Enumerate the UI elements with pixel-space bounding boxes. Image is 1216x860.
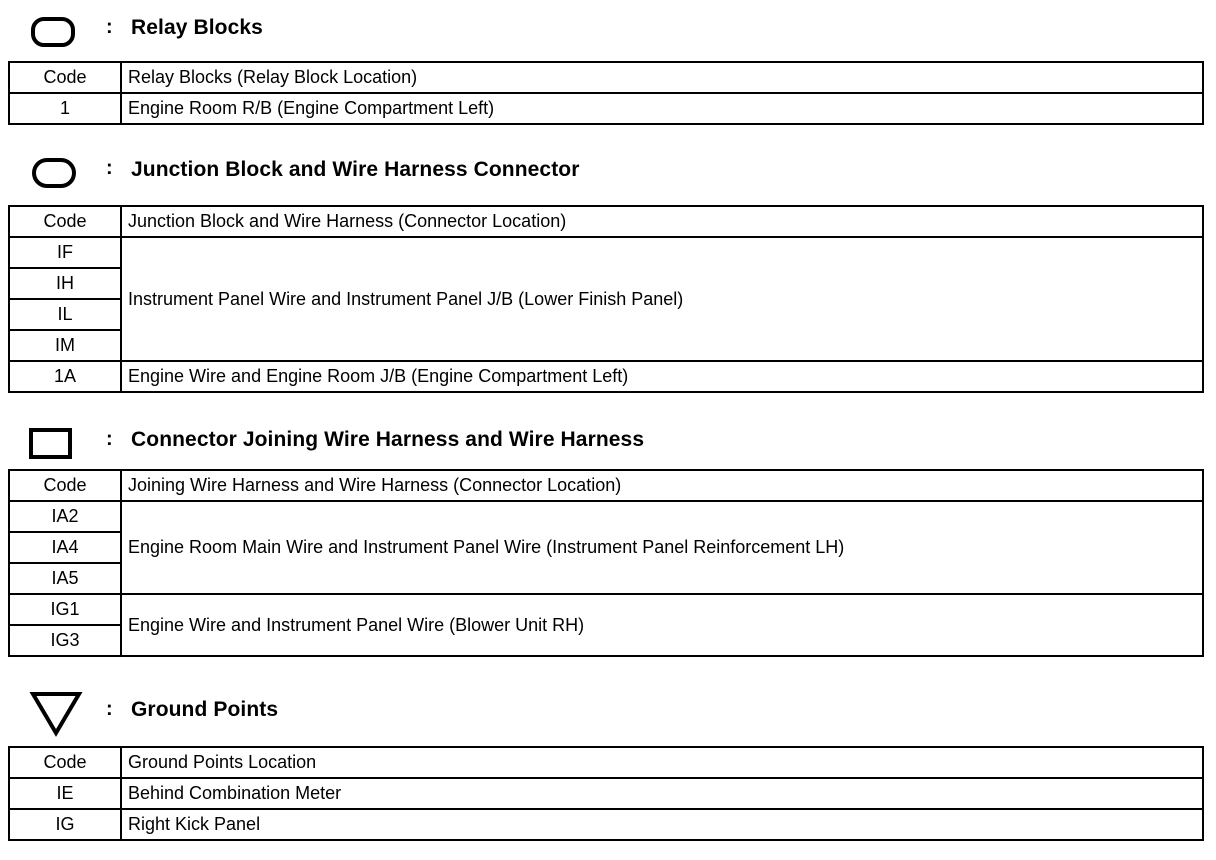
code-cell: IF: [9, 237, 121, 268]
code-cell: IA5: [9, 563, 121, 594]
section-colon: :: [106, 157, 113, 179]
code-cell: IA2: [9, 501, 121, 532]
section-colon: :: [106, 698, 113, 720]
table-header-row: [9, 470, 1203, 501]
square-icon: [28, 427, 74, 461]
code-cell: IL: [9, 299, 121, 330]
location-cell: Engine Room R/B (Engine Compartment Left): [121, 93, 1203, 124]
ground-points-table: [8, 746, 1204, 841]
header-code: Code: [9, 62, 121, 93]
junction-block-table: [8, 205, 1204, 393]
code-cell: IG1: [9, 594, 121, 625]
section-colon: :: [106, 16, 113, 38]
code-cell: IM: [9, 330, 121, 361]
table-row: [9, 778, 1203, 809]
table-row: [9, 237, 1203, 268]
code-cell: IH: [9, 268, 121, 299]
header-code: Code: [9, 470, 121, 501]
relay-blocks-table: [8, 61, 1204, 125]
location-cell: Engine Room Main Wire and Instrument Panel Wire (Instrument Panel Reinforcement LH): [121, 501, 1203, 594]
location-cell: Right Kick Panel: [121, 809, 1203, 840]
section-title-ground-points: Ground Points: [131, 698, 279, 721]
table-row: [9, 361, 1203, 392]
section-title-connector-joining: Connector Joining Wire Harness and Wire Harness: [131, 428, 645, 451]
connector-joining-table: [8, 469, 1204, 657]
code-cell: IE: [9, 778, 121, 809]
table-header-row: [9, 747, 1203, 778]
location-cell: Instrument Panel Wire and Instrument Panel J/B (Lower Finish Panel): [121, 237, 1203, 361]
table-row: [9, 594, 1203, 625]
location-cell: Engine Wire and Instrument Panel Wire (Blower Unit RH): [121, 594, 1203, 656]
table-row: [9, 501, 1203, 532]
oval-icon: [30, 156, 78, 190]
code-cell: IG: [9, 809, 121, 840]
code-cell: 1: [9, 93, 121, 124]
header-code: Code: [9, 206, 121, 237]
header-code: Code: [9, 747, 121, 778]
location-cell: Behind Combination Meter: [121, 778, 1203, 809]
down-triangle-icon: [28, 689, 84, 739]
table-row: [9, 809, 1203, 840]
rounded-rect-icon: [30, 16, 76, 48]
section-title-relay-blocks: Relay Blocks: [131, 16, 263, 39]
header-desc: Relay Blocks (Relay Block Location): [121, 62, 1203, 93]
location-cell: Engine Wire and Engine Room J/B (Engine Compartment Left): [121, 361, 1203, 392]
code-cell: IG3: [9, 625, 121, 656]
code-cell: 1A: [9, 361, 121, 392]
table-row: [9, 93, 1203, 124]
code-cell: IA4: [9, 532, 121, 563]
table-header-row: [9, 62, 1203, 93]
header-desc: Joining Wire Harness and Wire Harness (Connector Location): [121, 470, 1203, 501]
table-header-row: [9, 206, 1203, 237]
section-title-junction-block: Junction Block and Wire Harness Connector: [131, 158, 580, 181]
header-desc: Junction Block and Wire Harness (Connector Location): [121, 206, 1203, 237]
section-colon: :: [106, 428, 113, 450]
header-desc: Ground Points Location: [121, 747, 1203, 778]
